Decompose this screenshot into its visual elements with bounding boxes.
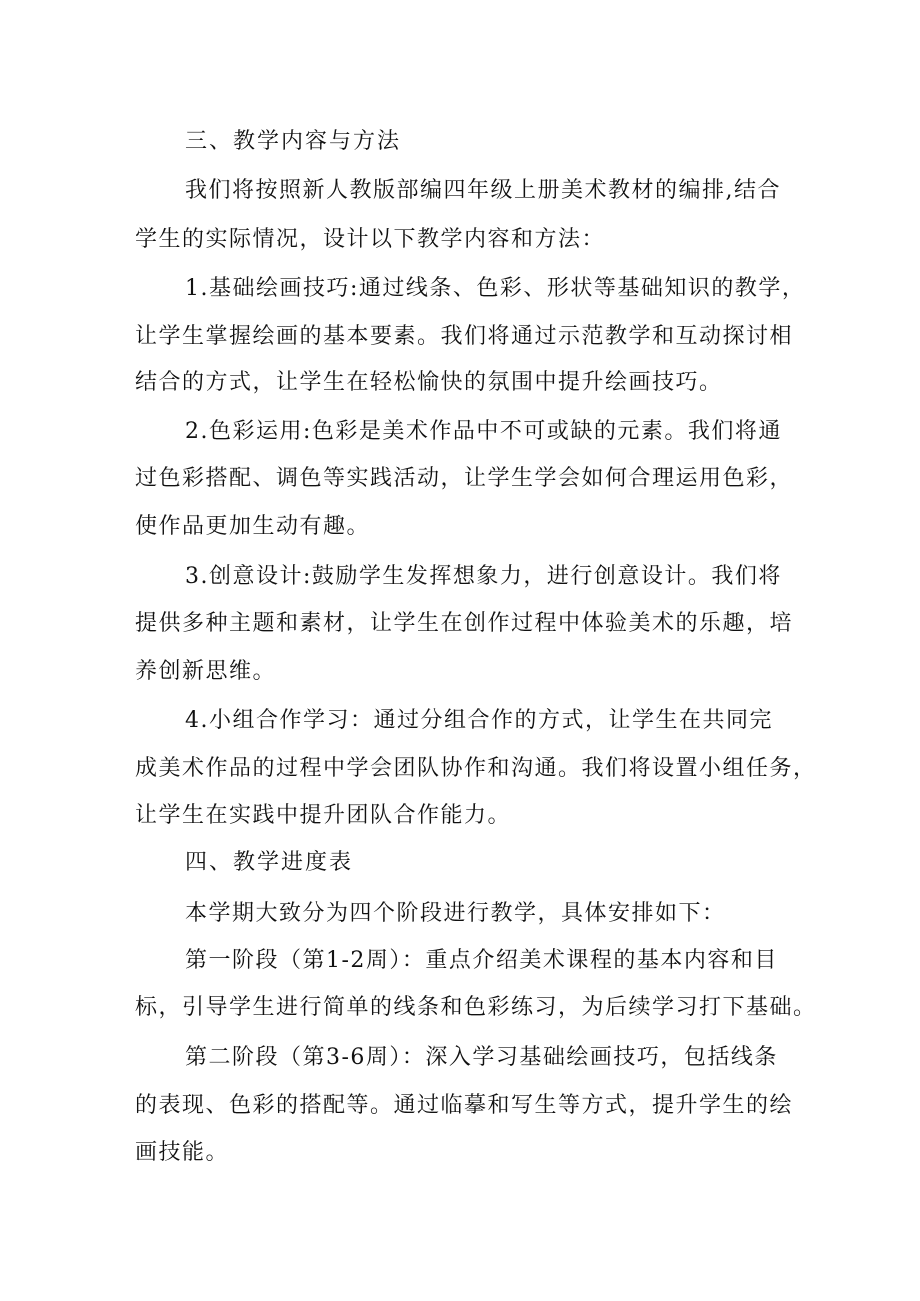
section-heading-schedule: 四、教学进度表 — [185, 850, 354, 875]
paragraph-line: 本学期大致分为四个阶段进行教学，具体安排如下： — [185, 901, 726, 926]
paragraph-line: 标，引导学生进行简单的线条和色彩练习，为后续学习打下基础。 — [135, 995, 817, 1020]
paragraph-line: 3.创意设计:鼓励学生发挥想象力，进行创意设计。我们将 — [185, 564, 782, 589]
paragraph-line: 让学生掌握绘画的基本要素。我们将通过示范教学和互动探讨相 — [135, 324, 794, 349]
paragraph-line: 养创新思维。 — [135, 659, 277, 684]
paragraph-line: 的表现、色彩的搭配等。通过临摹和写生等方式，提升学生的绘 — [135, 1093, 794, 1118]
paragraph-line: 第一阶段（第1-2周）：重点介绍美术课程的基本内容和目 — [185, 948, 778, 973]
paragraph-line: 提供多种主题和素材，让学生在创作过程中体验美术的乐趣，培 — [135, 611, 794, 636]
paragraph-line: 使作品更加生动有趣。 — [135, 514, 371, 539]
paragraph-line: 第二阶段（第3-6周）：深入学习基础绘画技巧，包括线条 — [185, 1045, 778, 1070]
paragraph-line: 学生的实际情况，设计以下教学内容和方法： — [135, 227, 606, 252]
paragraph-line: 结合的方式，让学生在轻松愉快的氛围中提升绘画技巧。 — [135, 370, 723, 395]
paragraph-line: 画技能。 — [135, 1140, 230, 1165]
paragraph-line: 我们将按照新人教版部编四年级上册美术教材的编排,结合 — [185, 178, 781, 203]
paragraph-line: 4.小组合作学习：通过分组合作的方式，让学生在共同完 — [185, 708, 773, 733]
paragraph-line: 过色彩搭配、调色等实践活动，让学生学会如何合理运用色彩， — [135, 466, 794, 491]
paragraph-line: 2.色彩运用:色彩是美术作品中不可或缺的元素。我们将通 — [185, 419, 782, 444]
section-heading-teaching-content: 三、教学内容与方法 — [185, 129, 402, 154]
paragraph-line: 让学生在实践中提升团队合作能力。 — [135, 803, 512, 828]
paragraph-line: 成美术作品的过程中学会团队协作和沟通。我们将设置小组任务， — [135, 756, 817, 781]
paragraph-line: 1.基础绘画技巧:通过线条、色彩、形状等基础知识的教学， — [185, 276, 806, 301]
